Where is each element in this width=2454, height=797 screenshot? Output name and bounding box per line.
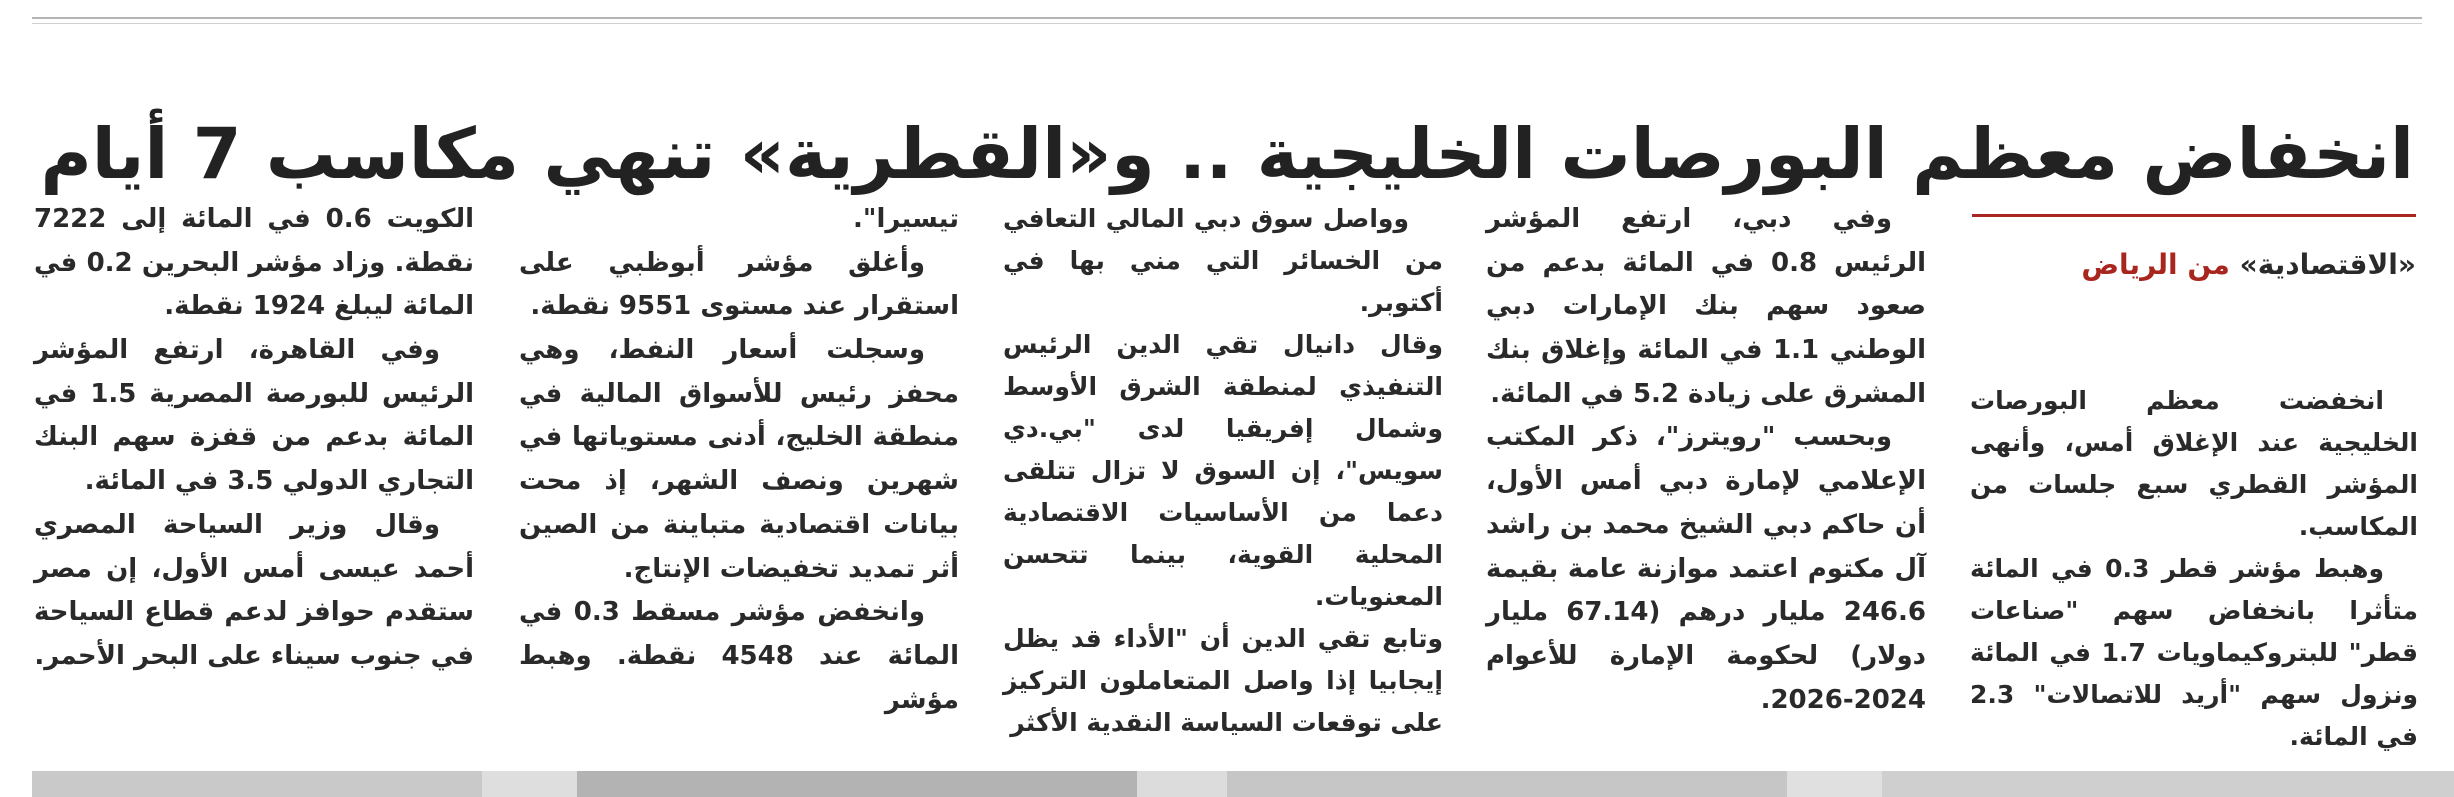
top-rule: [32, 17, 2422, 19]
bottom-decorative-bar: [32, 771, 2454, 797]
byline-source: «الاقتصادية»: [2239, 248, 2416, 281]
article-column-1: [1970, 380, 2418, 758]
paragraph: وتابع تقي الدين أن "الأداء قد يظل إيجابيا إذا واصل المتعاملون التركيز على توقعات السياسة النقدية الأكثر: [1003, 624, 1443, 737]
byline: [1972, 240, 2416, 290]
paragraph: وقال وزير السياحة المصري أحمد عيسى أمس الأول، إن مصر ستقدم حوافز لدعم قطاع السياحة في جنوب سيناء على البحر الأحمر.: [34, 509, 474, 671]
paragraph: وفي دبي، ارتفع المؤشر الرئيس 0.8 في المائة بدعم من صعود سهم بنك الإمارات دبي الوطني 1.1 في المائة وإغلاق بنك المشرق على زيادة 5.2 في المائة.: [1486, 204, 1927, 409]
paragraph: وفي القاهرة، ارتفع المؤشر الرئيس للبورصة المصرية 1.5 في المائة بدعم من قفزة سهم البنك التجاري الدولي 3.5 في المائة.: [34, 335, 474, 497]
article-column-3: [1003, 198, 1443, 744]
bar-segment: [1137, 771, 1227, 797]
paragraph: وقال دانيال تقي الدين الرئيس التنفيذي لمنطقة الشرق الأوسط وشمال إفريقيا لدى "بي.دي سويس"، إن السوق لا تزال تتلقى دعما من الأساسيات الاقتصادية المحلية القوية، بينما تتحسن المعنويات.: [1003, 330, 1443, 611]
byline-accent-rule: [1972, 214, 2416, 217]
bar-segment: [577, 771, 1137, 797]
bar-segment: [1787, 771, 1882, 797]
paragraph: وأغلق مؤشر أبوظبي على استقرار عند مستوى 9551 نقطة.: [519, 247, 959, 322]
bar-segment: [1882, 771, 2454, 797]
paragraph: انخفضت معظم البورصات الخليجية عند الإغلاق أمس، وأنهى المؤشر القطري سبع جلسات من المكاسب.: [1970, 386, 2418, 541]
paragraph: تيسيرا".: [853, 204, 959, 234]
bar-segment: [1227, 771, 1787, 797]
article-column-4: [519, 198, 959, 722]
paragraph: وبحسب "رويترز"، ذكر المكتب الإعلامي لإمارة دبي أمس الأول، أن حاكم دبي الشيخ محمد بن راشد آل مكتوم اعتمد موازنة عامة بقيمة 246.6 مليار درهم (67.14 مليار دولار) لحكومة الإمارة للأعوام 2024-2026.: [1486, 422, 1926, 715]
article-headline: انخفاض معظم البورصات الخليجية .. و«القطرية» تنهي مكاسب 7 أيام: [40, 112, 2414, 195]
top-rule-thin: [32, 23, 2422, 24]
article-column-5: [34, 198, 474, 679]
paragraph: وسجلت أسعار النفط، وهي محفز رئيس للأسواق المالية في منطقة الخليج، أدنى مستوياتها في شهرين ونصف الشهر، إذ محت بيانات اقتصادية متباينة من الصين أثر تمديد تخفيضات الإنتاج.: [519, 335, 959, 584]
paragraph: وانخفض مؤشر مسقط 0.3 في المائة عند 4548 نقطة. وهبط مؤشر: [519, 597, 959, 715]
bar-segment: [482, 771, 577, 797]
paragraph: الكويت 0.6 في المائة إلى 7222 نقطة. وزاد مؤشر البحرين 0.2 في المائة ليبلغ 1924 نقطة.: [34, 204, 474, 322]
byline-location: من الرياض: [2081, 248, 2230, 281]
paragraph: وواصل سوق دبي المالي التعافي من الخسائر التي مني بها في أكتوبر.: [1003, 204, 1443, 317]
article-column-2: [1486, 198, 1926, 722]
bar-segment: [32, 771, 482, 797]
paragraph: وهبط مؤشر قطر 0.3 في المائة متأثرا بانخفاض سهم "صناعات قطر" للبتروكيماويات 1.7 في المائة ونزول سهم "أريد للاتصالات" 2.3 في المائة.: [1970, 554, 2418, 751]
